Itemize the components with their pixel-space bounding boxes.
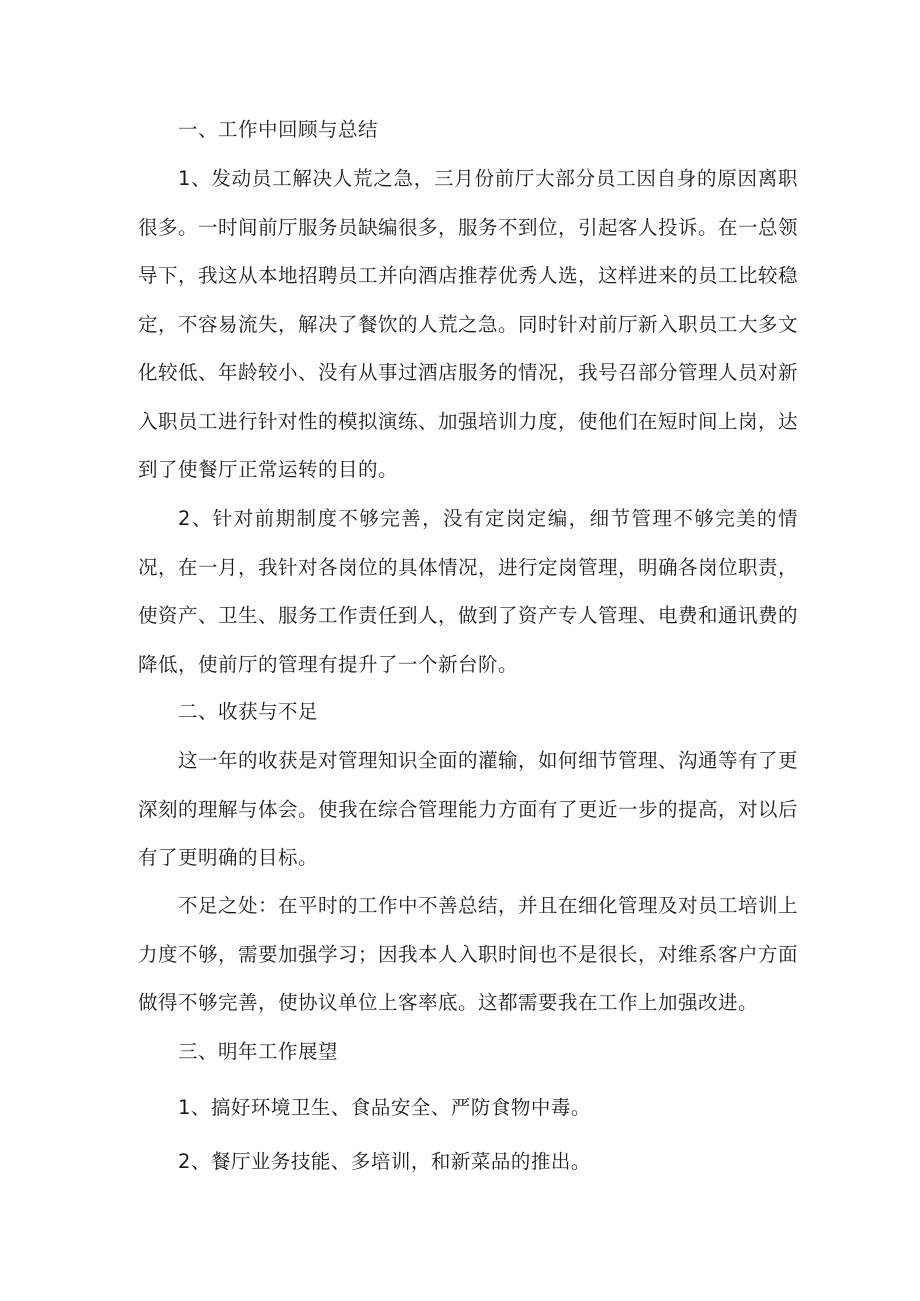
list-item-2: 2、餐厅业务技能、多培训，和新菜品的推出。 [178, 1150, 591, 1173]
section-heading-3: 三、明年工作展望 [178, 1040, 339, 1063]
paragraph-1: 1、发动员工解决人荒之急，三月份前厅大部分员工因自身的原因离职很多。一时间前厅服务员缺编很多，服务不到位，引起客人投诉。在一总领导下，我这从本地招聘员工并向酒店推荐优秀人选，这样进来的员工比较稳定，不容易流失，解决了餐饮的人荒之急。同时针对前厅新入职员工大多文化较低、年龄较小、没有从事过酒店服务的情况，我号召部分管理人员对新入职员工进行针对性的模拟演练、加强培训力度，使他们在短时间上岗，达到了使餐厅正常运转的目的。 [138, 167, 799, 481]
paragraph-2: 2、针对前期制度不够完善，没有定岗定编，细节管理不够完美的情况，在一月，我针对各岗位的具体情况，进行定岗管理，明确各岗位职责，使资产、卫生、服务工作责任到人，做到了资产专人管理、电费和通讯费的降低，使前厅的管理有提升了一个新台阶。 [138, 507, 799, 676]
section-heading-2: 二、收获与不足 [178, 700, 319, 723]
paragraph-4: 不足之处：在平时的工作中不善总结，并且在细化管理及对员工培训上力度不够，需要加强学习；因我本人入职时间也不是很长，对维系客户方面做得不够完善，使协议单位上客率底。这都需要我在工作上加强改进。 [138, 894, 799, 1014]
paragraph-3: 这一年的收获是对管理知识全面的灌输，如何细节管理、沟通等有了更深刻的理解与体会。使我在综合管理能力方面有了更近一步的提高，对以后有了更明确的目标。 [138, 749, 799, 869]
list-item-1: 1、搞好环境卫生、食品安全、严防食物中毒。 [178, 1096, 591, 1119]
section-heading-1: 一、工作中回顾与总结 [178, 118, 379, 141]
